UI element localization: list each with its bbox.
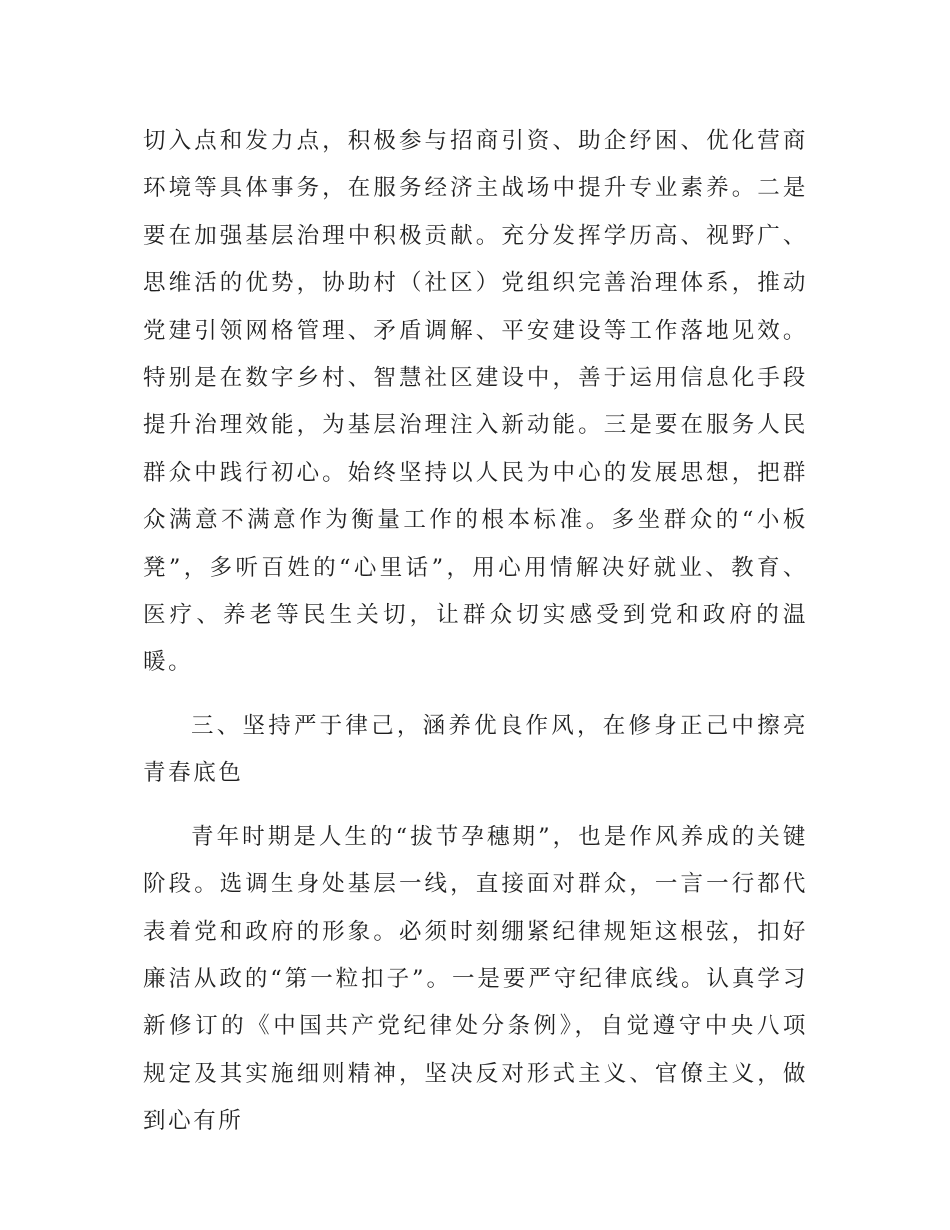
document-body xyxy=(143,118,808,1146)
body-paragraph-continued: 切入点和发力点，积极参与招商引资、助企纾困、优化营商环境等具体事务，在服务经济主战场中提升专业素养。二是要在加强基层治理中积极贡献。充分发挥学历高、视野广、思维活的优势，协助村（社区）党组织完善治理体系，推动党建引领网格管理、矛盾调解、平安建设等工作落地见效。特别是在数字乡村、智慧社区建设中，善于运用信息化手段提升治理效能，为基层治理注入新动能。三是要在服务人民群众中践行初心。始终坚持以人民为中心的发展思想，把群众满意不满意作为衡量工作的根本标准。多坐群众的“小板凳”，多听百姓的“心里话”，用心用情解决好就业、教育、医疗、养老等民生关切，让群众切实感受到党和政府的温暖。 xyxy=(143,128,808,676)
section-heading-3: 三、坚持严于律己，涵养优良作风，在修身正己中擦亮青春底色 xyxy=(143,712,808,787)
body-paragraph: 青年时期是人生的“拔节孕穗期”，也是作风养成的关键阶段。选调生身处基层一线，直接面对群众，一言一行都代表着党和政府的形象。必须时刻绷紧纪律规矩这根弦，扣好廉洁从政的“第一粒扣子”。一是要严守纪律底线。认真学习新修订的《中国共产党纪律处分条例》，自觉遵守中央八项规定及其实施细则精神，坚决反对形式主义、官僚主义，做到心有所 xyxy=(143,823,808,1135)
